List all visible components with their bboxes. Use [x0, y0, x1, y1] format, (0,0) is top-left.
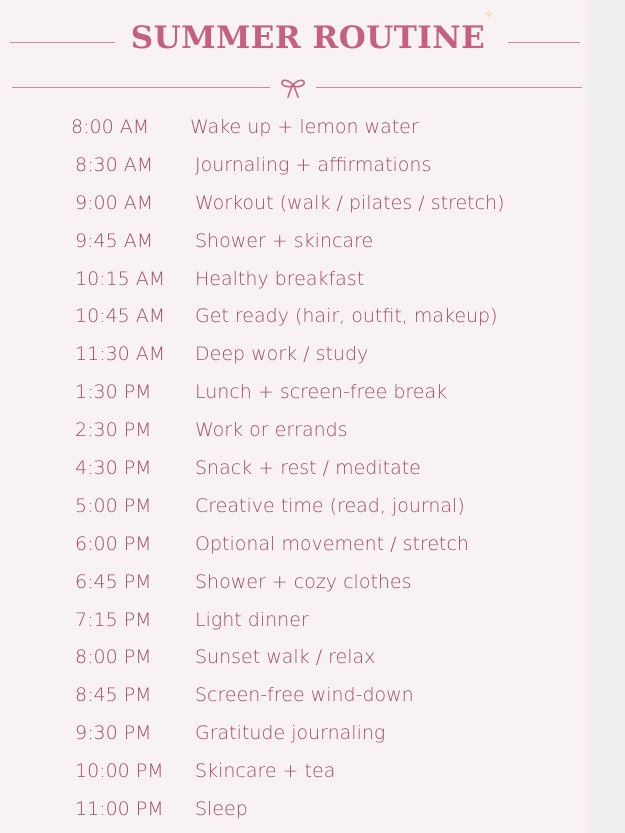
schedule-activity: Gratitude journaling — [195, 722, 386, 745]
schedule-row — [0, 488, 588, 526]
schedule-activity: Optional movement / stretch — [195, 532, 469, 555]
schedule-activity: Workout (walk / pilates / stretch) — [195, 191, 505, 214]
schedule-activity: Deep work / study — [195, 343, 369, 366]
schedule-time: 10:00 PM — [75, 760, 164, 783]
schedule-row — [0, 374, 588, 412]
schedule-time: 10:15 AM — [75, 267, 166, 290]
schedule-activity: Lunch + screen-free break — [195, 381, 448, 404]
bow-icon — [280, 77, 306, 99]
schedule-row — [0, 526, 588, 564]
schedule-row — [0, 791, 588, 829]
title-rule-right — [508, 42, 580, 43]
schedule-activity: Get ready (hair, outfit, makeup) — [195, 305, 498, 328]
schedule-row — [0, 412, 588, 450]
schedule-row — [0, 450, 588, 488]
schedule-row — [0, 336, 588, 374]
schedule-row — [0, 109, 588, 147]
schedule-activity: Journaling + affirmations — [195, 153, 432, 176]
schedule-row — [0, 715, 588, 753]
schedule-time: 4:30 PM — [75, 457, 152, 480]
schedule-activity: Healthy breakfast — [195, 267, 365, 290]
sparkle-icon: ✧ — [484, 7, 495, 21]
schedule-time: 2:30 PM — [75, 419, 152, 442]
schedule-activity: Light dinner — [195, 608, 309, 631]
schedule-activity: Wake up + lemon water — [190, 116, 419, 138]
schedule-row — [0, 639, 588, 677]
schedule-time: 8:00 PM — [75, 646, 152, 669]
divider-rule-left — [12, 87, 270, 88]
schedule-time: 6:00 PM — [75, 532, 152, 555]
header — [0, 7, 588, 66]
schedule-time: 8:45 PM — [75, 684, 152, 707]
schedule-row — [0, 185, 588, 223]
schedule-time: 9:30 PM — [75, 722, 152, 745]
schedule-activity: Creative time (read, journal) — [195, 494, 465, 517]
schedule-time: 11:30 AM — [75, 343, 166, 366]
schedule-time: 1:30 PM — [75, 381, 152, 404]
schedule-row — [0, 564, 588, 602]
schedule-row — [0, 677, 588, 715]
schedule-row — [0, 298, 588, 336]
schedule-time: 9:45 AM — [75, 229, 154, 252]
schedule-activity: Work or errands — [195, 419, 348, 442]
schedule-time: 9:00 AM — [75, 191, 154, 214]
schedule-row — [0, 753, 588, 791]
schedule-time: 6:45 PM — [75, 570, 152, 593]
schedule-time: 7:15 PM — [75, 608, 152, 631]
schedule-activity: Screen-free wind-down — [195, 684, 414, 707]
schedule-row — [0, 261, 588, 299]
schedule-activity: Shower + cozy clothes — [195, 570, 412, 593]
schedule-row — [0, 147, 588, 185]
schedule-activity: Sunset walk / relax — [195, 646, 376, 669]
schedule-time: 8:30 AM — [75, 153, 154, 176]
schedule-time: 5:00 PM — [75, 494, 152, 517]
page-title: SUMMER ROUTINE — [130, 20, 486, 56]
ornament-divider — [0, 76, 588, 100]
schedule-time: 8:00 AM — [71, 116, 150, 138]
schedule-activity: Sleep — [195, 798, 248, 821]
schedule-activity: Snack + rest / meditate — [195, 457, 421, 480]
schedule-activity: Skincare + tea — [195, 760, 336, 783]
schedule-list — [0, 109, 588, 829]
schedule-row — [0, 223, 588, 261]
schedule-row — [0, 602, 588, 640]
schedule-activity: Shower + skincare — [195, 229, 374, 252]
schedule-time: 10:45 AM — [75, 305, 166, 328]
divider-rule-right — [316, 87, 582, 88]
schedule-time: 11:00 PM — [75, 798, 164, 821]
